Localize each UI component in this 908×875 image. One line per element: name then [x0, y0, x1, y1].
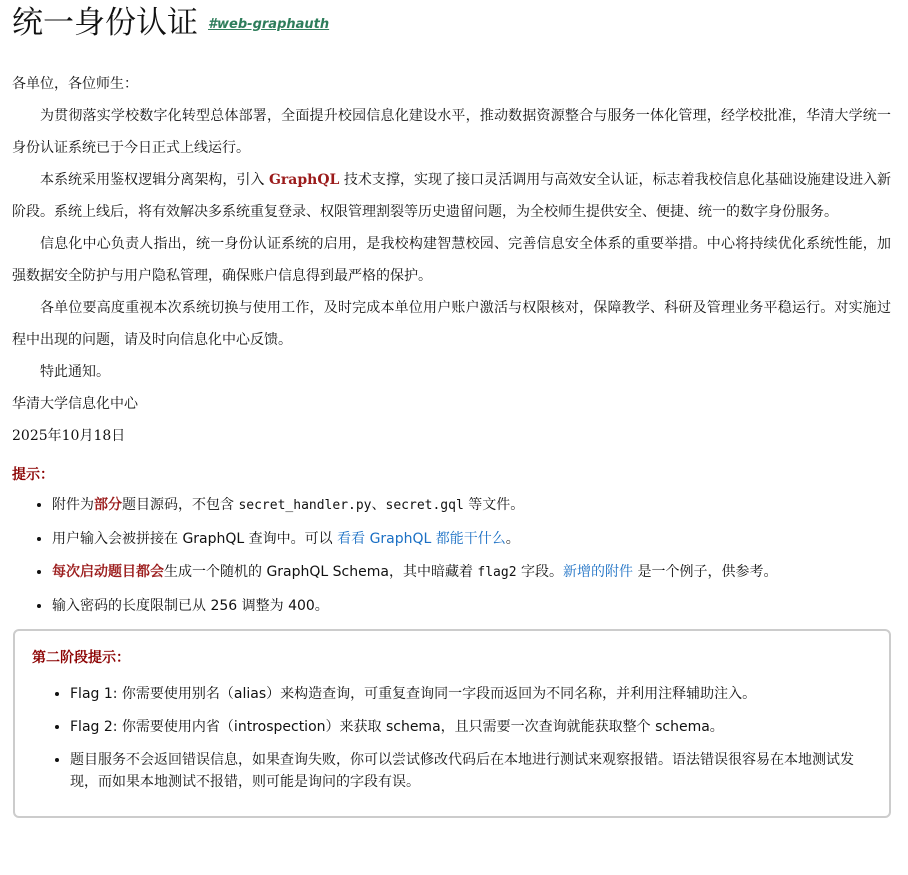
code: flag2 [477, 564, 517, 580]
title-text: 统一身份认证 [12, 5, 198, 41]
list-item: • Flag 1: 你需要使用别名（alias）来构造查询，可重复查询同一字段而返回为不同名称，并利用注释辅助注入。 [70, 683, 871, 705]
paragraph-5: 特此通知。 [40, 363, 110, 380]
text: 字段。 [516, 563, 563, 580]
graphql-docs-link[interactable]: 看看 GraphQL 都能干什么 [337, 530, 506, 547]
graphql-highlight: GraphQL [268, 171, 340, 188]
emphasis: 部分 [94, 496, 122, 513]
code: secret_handler.py [238, 497, 372, 513]
text: 附件为 [52, 496, 94, 513]
paragraph-2 [12, 164, 891, 228]
paragraph-4: 各单位要高度重视本次系统切换与使用工作，及时完成本单位用户账户激活与权限核对，保障教学、科研及管理业务平稳运行。对实施过程中出现的问题，请及时向信息化中心反馈。 [12, 299, 891, 348]
paragraph-3: 信息化中心负责人指出，统一身份认证系统的启用，是我校构建智慧校园、完善信息安全体系的重要举措。中心将持续优化系统性能，加强数据安全防护与用户隐私管理，确保账户信息得到最严格的保护。 [12, 235, 891, 284]
code: secret.gql [385, 497, 464, 513]
list-item [52, 528, 891, 550]
paragraph-1: 为贯彻落实学校数字化转型总体部署，全面提升校园信息化建设水平，推动数据资源整合与服务一体化管理，经学校批准，华清大学统一身份认证系统已于今日正式上线运行。 [12, 107, 891, 156]
text: 。 [505, 530, 520, 547]
list-item [52, 561, 891, 584]
greeting: 各单位，各位师生： [12, 75, 138, 92]
signature: 华清大学信息化中心 [12, 395, 138, 412]
notice [12, 68, 891, 452]
tag-link[interactable]: #web-graphauth [208, 16, 330, 32]
stage2-hints-box [13, 629, 891, 818]
list-item: • 题目服务不会返回错误信息，如果查询失败，你可以尝试修改代码后在本地进行测试来观察报错。语法错误很容易在本地测试发现，而如果本地测试不报错，则可能是询问的字段有误。 [70, 749, 871, 793]
text: 等文件。 [463, 496, 525, 513]
stage2-title: 第二阶段提示： [32, 649, 130, 666]
text: 生成一个随机的 GraphQL Schema，其中暗藏着 [164, 563, 478, 580]
text: 本系统采用鉴权逻辑分离架构，引入 [40, 171, 269, 188]
list-item: • 输入密码的长度限制已从 256 调整为 400。 [52, 595, 891, 617]
list-item [52, 494, 891, 517]
stage2-list [32, 683, 871, 793]
text: 、 [371, 496, 386, 513]
date: 2025年10月18日 [12, 427, 126, 444]
list-item: • Flag 2: 你需要使用内省（introspection）来获取 schema，且只需要一次查询就能获取整个 schema。 [70, 716, 871, 738]
emphasis: 每次启动题目都会 [52, 563, 164, 580]
text: 是一个例子，供参考。 [633, 563, 778, 580]
page-title [12, 0, 891, 46]
text: 题目源码，不包含 [122, 496, 239, 513]
text: 用户输入会被拼接在 GraphQL 查询中。可以 [52, 530, 338, 547]
hints-title: 提示： [12, 466, 54, 483]
hints-list [12, 494, 891, 617]
text: 技术支撑，实现了接口灵活调用与高效安全认证，标志着我校信息化基础设施建设进入新阶段。系统上线后，将有效解决多系统重复登录、权限管理割裂等历史遗留问题，为全校师生提供安全、便捷、统一的数字身份服务。 [12, 171, 892, 220]
attachment-link[interactable]: 新增的附件 [563, 563, 633, 580]
